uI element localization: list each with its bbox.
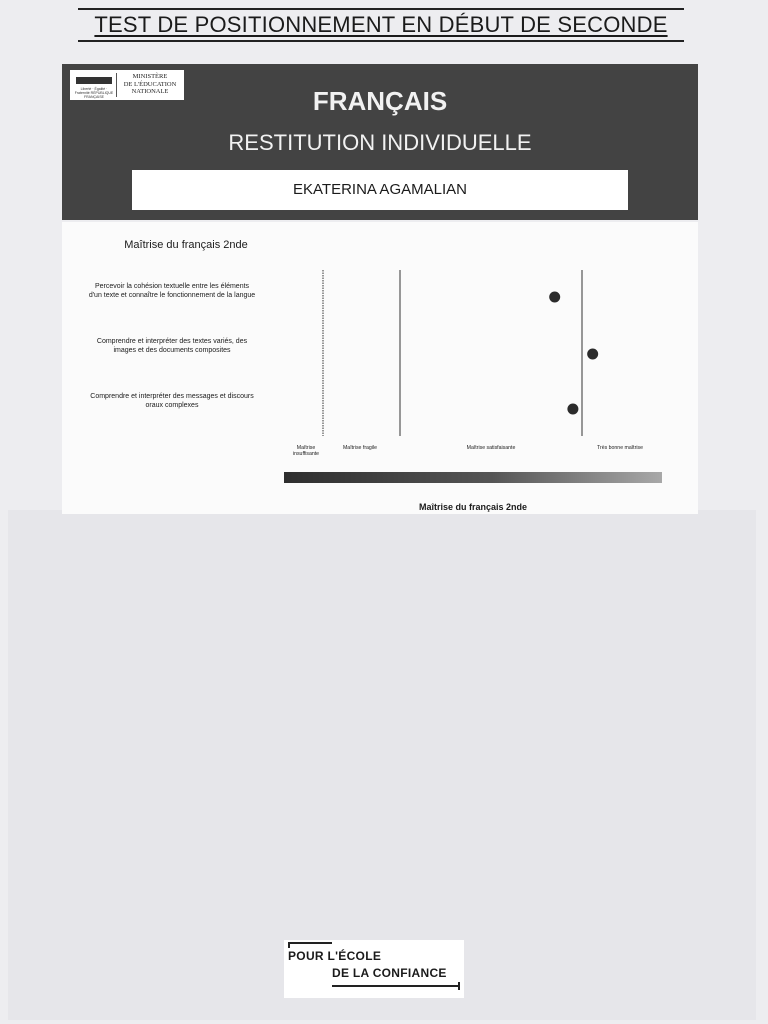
- criterion-label-line: images et des documents composites: [113, 347, 231, 354]
- level-label-3: [467, 445, 516, 451]
- level-label-line: Maîtrise satisfaisante: [466, 445, 516, 451]
- subject-title: FRANÇAIS: [312, 86, 448, 116]
- level-label-line: Maîtrise: [296, 445, 316, 451]
- footer-logo: [284, 940, 464, 998]
- logo-line-3: NATIONALE: [131, 88, 169, 95]
- logo-line-1: MINISTÈRE: [132, 73, 168, 80]
- criterion-label-line: Comprendre et interpréter des messages et discours: [90, 393, 254, 400]
- x-axis-label: Maîtrise du français 2nde: [418, 502, 528, 512]
- level-label-line: insuffisante: [292, 451, 320, 457]
- level-label-1: [293, 445, 319, 457]
- chart-svg: [62, 222, 698, 514]
- criterion-label-3: [90, 393, 254, 409]
- score-point-1: [549, 292, 560, 303]
- logo-line-2: DE L'ÉDUCATION: [123, 80, 177, 88]
- score-point-3: [567, 404, 578, 415]
- criterion-label-1: [89, 283, 255, 299]
- header-panel: [62, 64, 698, 220]
- level-label-line: Très bonne maîtrise: [597, 445, 643, 451]
- level-gradient-bar: [284, 472, 662, 483]
- footer-logo-line-2: DE LA CONFIANCE: [332, 966, 447, 980]
- logo-motto: Liberté · Égalité · Fraternité RÉPUBLIQUE FRANÇAISE: [74, 87, 114, 99]
- student-name: EKATERINA AGAMALIAN: [132, 170, 628, 210]
- criterion-label-line: Percevoir la cohésion textuelle entre les éléments: [94, 283, 250, 290]
- criterion-label-line: d'un texte et connaître le fonctionnement de la langue: [88, 292, 256, 299]
- page-title-text: TEST DE POSITIONNEMENT EN DÉBUT DE SECONDE: [94, 12, 668, 37]
- subtitle: RESTITUTION INDIVIDUELLE: [228, 130, 532, 155]
- score-point-2: [587, 349, 598, 360]
- criterion-label-2: [97, 338, 248, 354]
- criterion-label-line: Comprendre et interpréter des textes variés, des: [96, 338, 248, 345]
- page-title: [78, 8, 684, 42]
- level-label-line: Maîtrise fragile: [342, 445, 378, 451]
- chart-title: Maîtrise du français 2nde: [124, 239, 248, 251]
- footer-logo-line-1: POUR L'ÉCOLE: [288, 949, 382, 963]
- level-label-4: [597, 445, 643, 451]
- criterion-label-line: oraux complexes: [145, 402, 199, 409]
- results-chart: [62, 222, 698, 514]
- level-label-2: [343, 445, 377, 451]
